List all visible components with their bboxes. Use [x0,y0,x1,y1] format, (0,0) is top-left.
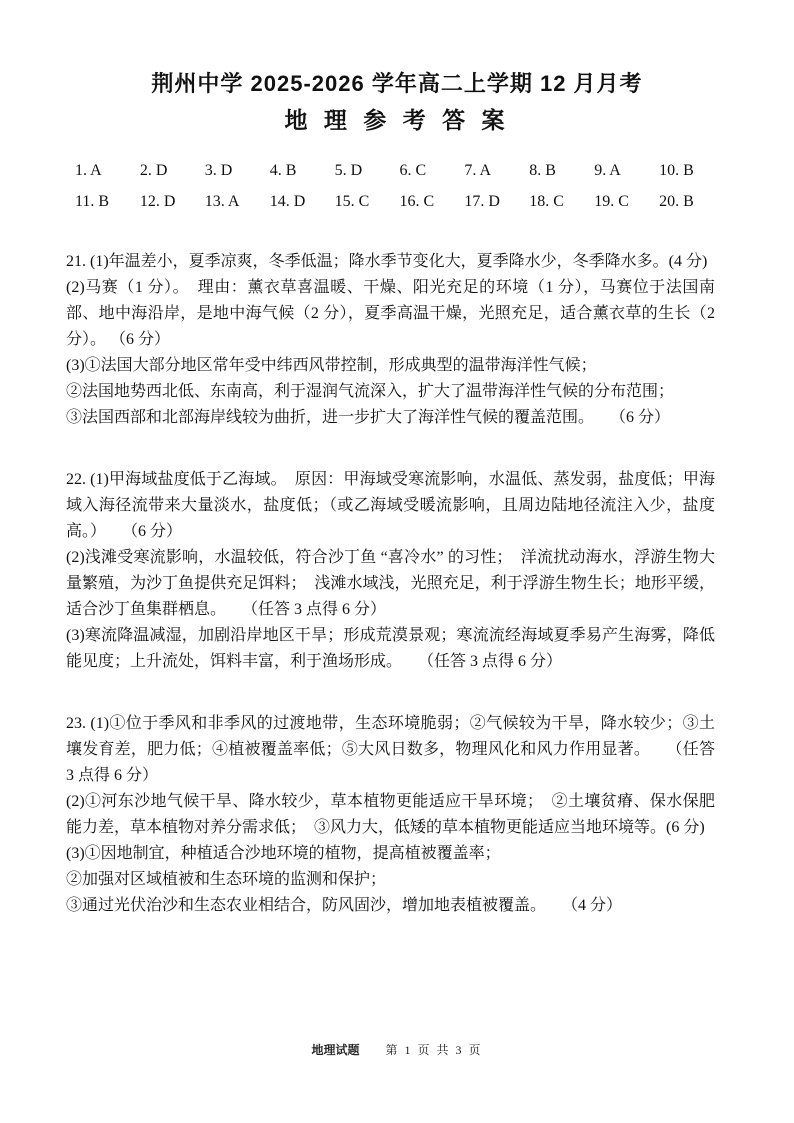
answer-item: 8. B [529,162,556,179]
answer-paragraph: ②法国地势西北低、东南高，利于湿润气流深入，扩大了温带海洋性气候的分布范围； [66,383,675,400]
answer-sheet-subtitle: 地 理 参 考 答 案 [284,107,510,133]
footer-page-number: 第 1 页 共 3 页 [385,1043,483,1057]
answer-item: 10. B [659,162,694,179]
answer-item: 13. A [204,193,240,210]
answer-item: 15. C [334,193,370,210]
answer-item: 5. D [334,162,363,179]
footer-doc-label: 地理试题 [311,1043,360,1057]
answer-item: 7. A [464,162,492,179]
answer-item: 18. C [529,193,564,210]
answer-paragraph: (2)浅滩受寒流影响，水温较低，符合沙丁鱼 “喜冷水” 的习性； 洋流扰动海水，浮游生物大量繁殖，为沙丁鱼提供充足饵料； 浅滩水域浅，光照充足，利于浮游生物生长；地形平缓，适合沙丁鱼集群栖息。 （任答 3 点得 6 分） [66,549,715,618]
answer-paragraph: (3)寒流降温减湿，加剧沿岸地区干旱；形成荒漠景观；寒流流经海域夏季易产生海雾，降低能见度；上升流处，饵料丰富，利于渔场形成。 （任答 3 点得 6 分） [66,627,715,670]
answer-item: 11. B [75,193,110,210]
exam-title: 荆州中学 2025-2026 学年高二上学期 12 月月考 [151,71,643,96]
answer-item: 4. B [269,162,297,179]
answer-paragraph: (2)①河东沙地气候干旱、降水较少，草本植物更能适应干旱环境； ②土壤贫瘠、保水保肥能力差，草本植物对养分需求低； ③风力大，低矮的草本植物更能适应当地环境等。(6 分) [66,793,715,836]
answer-key-row-2 [75,186,724,217]
answer-item: 6. C [399,162,427,179]
answer-item: 20. B [659,193,694,210]
answer-paragraph: (2)马赛（1 分）。 理由：薰衣草喜温暖、干燥、阳光充足的环境（1 分），马赛位于法国南部、地中海沿岸，是地中海气候（2 分），夏季高温干燥，光照充足，适合薰衣草的生长（2 分）。 （6 分） [66,279,715,348]
question-23-answer [66,711,715,919]
answer-item: 19. C [594,193,629,210]
answer-item: 2. D [139,162,168,179]
answer-paragraph: 23. (1)①位于季风和非季风的过渡地带，生态环境脆弱；②气候较为干旱，降水较少；③土壤发育差，肥力低；④植被覆盖率低；⑤大风日数多，物理风化和风力作用显著。 （任答 3 点得 6 分） [66,715,715,784]
answer-paragraph: 22. (1)甲海域盐度低于乙海域。 原因：甲海域受寒流影响，水温低、蒸发弱，盐度低；甲海域入海径流带来大量淡水，盐度低；（或乙海域受暖流影响，且周边陆地径流注入少，盐度高。） （6 分） [66,471,715,540]
answer-item: 17. D [464,193,500,210]
answer-paragraph: ②加强对区域植被和生态环境的监测和保护； [66,871,387,888]
answer-key-row-1 [75,155,724,186]
answer-item: 12. D [139,193,176,210]
free-response-answers [66,249,715,919]
answer-item: 14. D [269,193,306,210]
answer-paragraph: ③法国西部和北部海岸线较为曲折，进一步扩大了海洋性气候的覆盖范围。 （6 分） [66,409,671,426]
answer-item: 9. A [594,162,621,179]
question-22-answer [66,467,715,675]
answer-paragraph: 21. (1)年温差小，夏季凉爽，冬季低温；降水季节变化大，夏季降水少，冬季降水多。(4 分) [66,253,708,270]
question-21-answer [66,249,715,431]
answer-paragraph: (3)①因地制宜，种植适合沙地环境的植物，提高植被覆盖率； [66,845,501,862]
multiple-choice-answer-key [75,155,724,217]
answer-item: 16. C [399,193,435,210]
page-footer [0,1042,794,1058]
answer-paragraph: ③通过光伏治沙和生态农业相结合，防风固沙，增加地表植被覆盖。 （4 分） [66,897,623,914]
answer-item: 3. D [204,162,233,179]
answer-paragraph: (3)①法国大部分地区常年受中纬西风带控制，形成典型的温带海洋性气候； [66,357,597,374]
answer-item: 1. A [75,162,102,179]
